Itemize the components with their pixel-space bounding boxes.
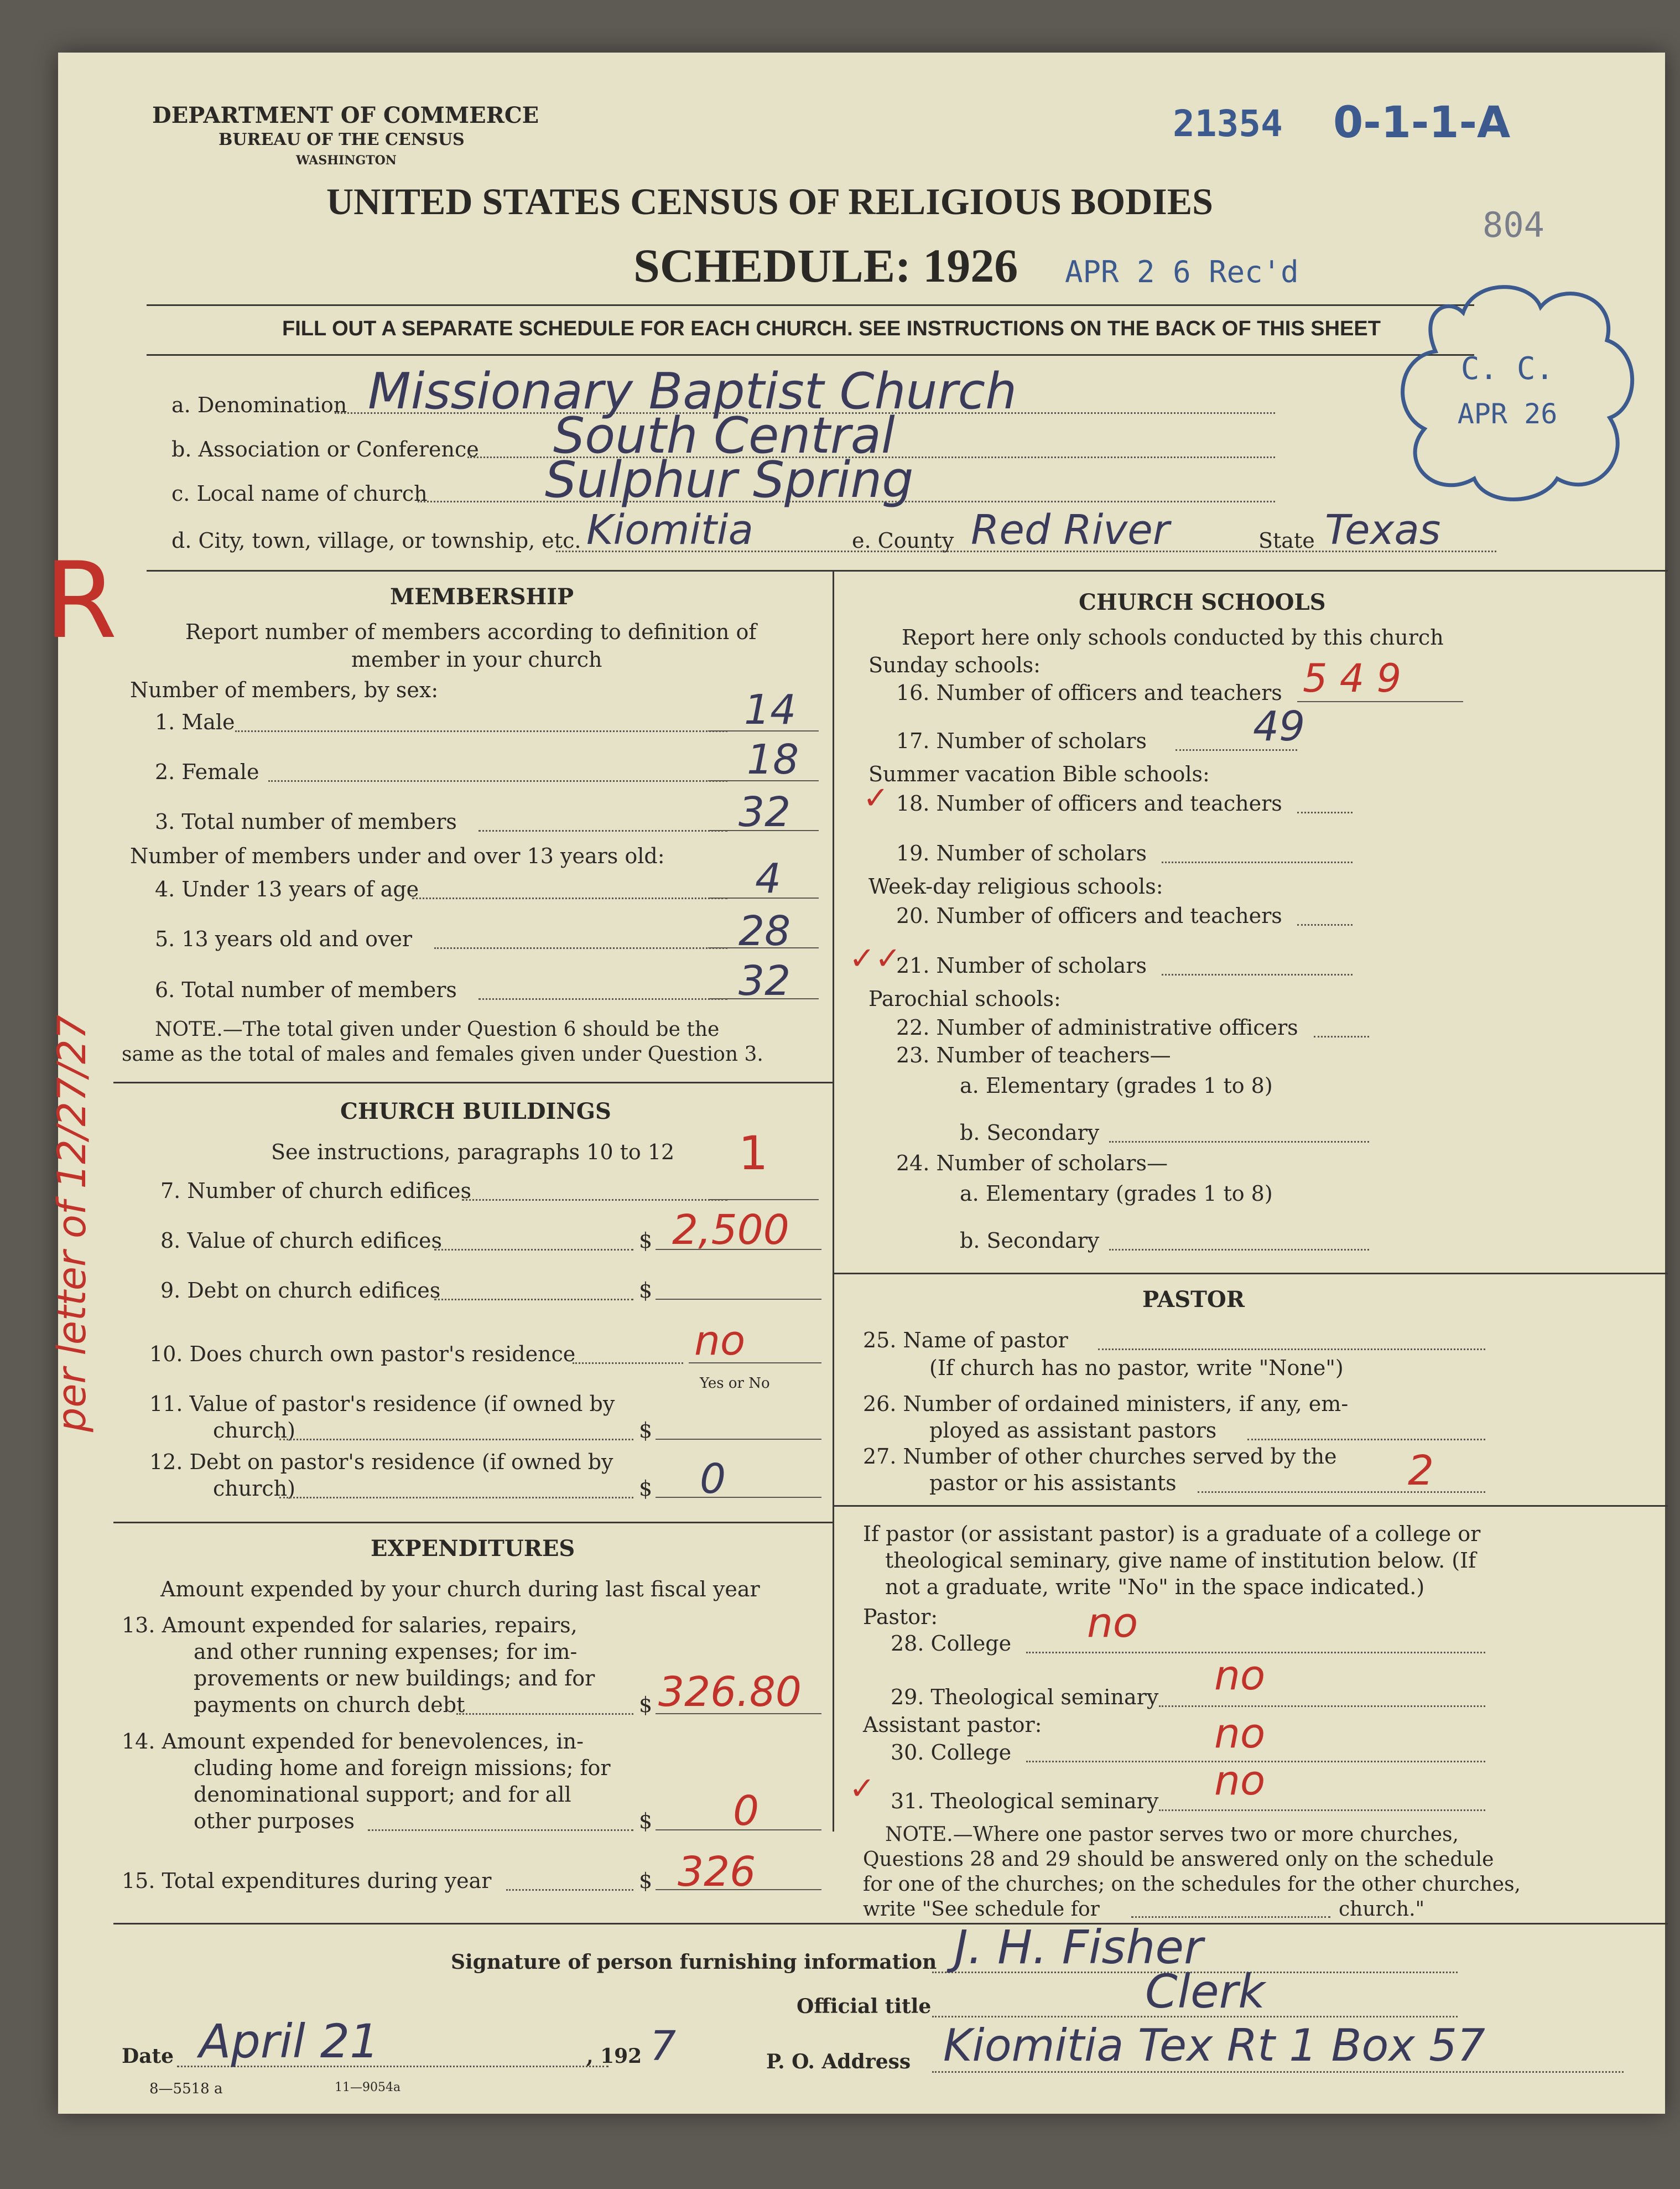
schools-sub: Report here only schools conducted by this church (902, 625, 1444, 650)
classification-code: 0-1-1-A (1333, 98, 1511, 148)
answer-line (434, 1299, 633, 1300)
pastor-note-4: write "See schedule for (863, 1898, 1100, 1921)
q5-label: 5. 13 years old and over (155, 927, 413, 951)
q7-answer: 1 (738, 1126, 768, 1180)
divider (147, 304, 1474, 306)
q30-answer: no (1214, 1710, 1266, 1757)
q24b-label: b. Secondary (960, 1228, 1100, 1253)
age-heading: Number of members under and over 13 years old: (130, 844, 665, 868)
q9-label: 9. Debt on church edifices (160, 1278, 441, 1303)
answer-line (1162, 974, 1353, 976)
answer-line (1098, 1348, 1485, 1350)
local-name-label: c. Local name of church (171, 481, 428, 506)
graduate-note-2: theological seminary, give name of institution below. (If (885, 1548, 1476, 1573)
q14-label-4: other purposes (194, 1809, 355, 1833)
city-value: Kiomitia (586, 506, 753, 554)
county-value: Red River (971, 506, 1170, 554)
local-name-value: Sulphur Spring (545, 451, 914, 509)
q27-answer: 2 (1408, 1447, 1434, 1495)
schools-title: CHURCH SCHOOLS (1079, 589, 1326, 615)
q30-label: 30. College (891, 1740, 1012, 1765)
secondary-code: 804 (1483, 205, 1544, 245)
answer-line (1109, 1249, 1369, 1251)
official-title-value: Clerk (1145, 1964, 1265, 2019)
q2-label: 2. Female (155, 760, 259, 784)
q15-dollar: $ (639, 1869, 653, 1893)
answer-line (1159, 1809, 1485, 1811)
assistant-sub-label: Assistant pastor: (863, 1713, 1042, 1737)
q31-answer: no (1214, 1757, 1266, 1804)
q4-label: 4. Under 13 years of age (155, 877, 419, 901)
q27-label-1: 27. Number of other churches served by the (863, 1444, 1337, 1469)
date-value: April 21 (199, 2014, 379, 2068)
answer-line (1247, 1439, 1485, 1440)
r-mark: R (44, 540, 118, 662)
answer-line (368, 1829, 633, 1831)
pastor-note-3: for one of the churches; on the schedules for the other churches, (863, 1873, 1521, 1896)
divider (147, 570, 1668, 572)
answer-line (656, 1497, 821, 1498)
answer-line (1131, 1916, 1330, 1918)
answer-line (412, 898, 727, 899)
answer-line (1198, 1491, 1485, 1493)
q19-label: 19. Number of scholars (896, 841, 1147, 865)
divider (833, 1273, 1668, 1274)
pastor-sub-label: Pastor: (863, 1605, 938, 1629)
q27-label-2: pastor or his assistants (929, 1471, 1177, 1495)
answer-line (1162, 862, 1353, 863)
q6-answer: 32 (738, 957, 791, 1005)
q17-answer: 49 (1253, 703, 1305, 750)
q15-label: 15. Total expenditures during year (122, 1869, 492, 1893)
answer-line (478, 998, 727, 1000)
pastor-title: PASTOR (1142, 1287, 1245, 1313)
q16-label: 16. Number of officers and teachers (896, 681, 1282, 705)
bureau-name: BUREAU OF THE CENSUS (219, 130, 465, 149)
sunday-heading: Sunday schools: (868, 653, 1041, 677)
q31-check: ✓ (849, 1771, 875, 1807)
q25-hint: (If church has no pastor, write "None") (929, 1356, 1344, 1380)
q4-answer: 4 (755, 855, 782, 902)
q18-check: ✓ (863, 780, 889, 816)
q12-label-2: church) (213, 1476, 295, 1501)
answer-line (1109, 1141, 1369, 1143)
answer-line (1297, 924, 1353, 926)
q1-answer: 14 (744, 686, 797, 734)
q3-answer: 32 (738, 789, 791, 836)
q13-dollar: $ (639, 1693, 653, 1717)
divider (113, 1522, 833, 1523)
by-sex-heading: Number of members, by sex: (130, 678, 439, 702)
q15-answer: 326 (678, 1848, 756, 1896)
county-label: e. County (852, 528, 954, 553)
year-value: 7 (650, 2022, 677, 2070)
q11-label-2: church) (213, 1418, 295, 1443)
q29-label: 29. Theological seminary (891, 1685, 1159, 1709)
q11-dollar: $ (639, 1418, 653, 1443)
po-address-label: P. O. Address (766, 2050, 911, 2073)
answer-line (656, 1299, 821, 1300)
answer-line (434, 947, 727, 949)
answer-line (478, 830, 727, 832)
city-label: d. City, town, village, or township, etc. (171, 528, 581, 553)
pastor-note-5: church." (1339, 1898, 1425, 1921)
membership-note-2: same as the total of males and females given under Question 3. (122, 1043, 763, 1066)
graduate-note-3: not a graduate, write "No" in the space indicated.) (885, 1575, 1425, 1599)
q1-label: 1. Male (155, 710, 235, 734)
q14-label-3: denominational support; and for all (194, 1782, 571, 1807)
signature-label: Signature of person furnishing information (451, 1951, 937, 1974)
year-prefix: , 192 (586, 2045, 642, 2068)
expenditures-title: EXPENDITURES (371, 1536, 575, 1562)
state-value: Texas (1325, 506, 1441, 554)
q23a-label: a. Elementary (grades 1 to 8) (960, 1073, 1273, 1098)
dept-name: DEPARTMENT OF COMMERCE (152, 102, 539, 128)
q26-label-2: ployed as assistant pastors (929, 1418, 1217, 1443)
q31-label: 31. Theological seminary (891, 1789, 1159, 1813)
signature-value: J. H. Fisher (954, 1920, 1203, 1974)
instruction-banner: FILL OUT A SEPARATE SCHEDULE FOR EACH CHURCH. SEE INSTRUCTIONS ON THE BACK OF THIS SHEET (282, 317, 1381, 340)
q12-dollar: $ (639, 1476, 653, 1501)
membership-intro-2: member in your church (351, 647, 602, 672)
answer-line (932, 2071, 1624, 2073)
q24a-label: a. Elementary (grades 1 to 8) (960, 1181, 1273, 1206)
form-title: UNITED STATES CENSUS OF RELIGIOUS BODIES (326, 180, 1213, 222)
q18-label: 18. Number of officers and teachers (896, 791, 1282, 816)
divider (113, 1923, 1668, 1925)
q24-label: 24. Number of scholars— (896, 1151, 1168, 1175)
side-note: per letter of 12/27/27 (49, 1014, 95, 1433)
membership-title: MEMBERSHIP (390, 584, 574, 610)
q14-label-2: cluding home and foreign missions; for (194, 1756, 611, 1780)
answer-line (462, 1199, 727, 1201)
association-value: South Central (553, 407, 895, 465)
received-stamp: APR 2 6 Rec'd (1065, 255, 1299, 289)
q5-answer: 28 (738, 907, 791, 955)
denomination-label: a. Denomination (171, 393, 347, 417)
official-title-label: Official title (797, 1995, 932, 2018)
q28-answer: no (1087, 1599, 1138, 1647)
form-code-1: 8—5518 a (149, 2081, 223, 2097)
q13-answer: 326.80 (658, 1668, 802, 1716)
answer-line (506, 1889, 633, 1891)
q21-label: 21. Number of scholars (896, 953, 1147, 978)
q7-label: 7. Number of church edifices (160, 1179, 471, 1203)
pastor-note-1: NOTE.—Where one pastor serves two or more churches, (885, 1823, 1459, 1846)
answer-line (708, 1199, 819, 1200)
answer-line (1314, 1036, 1369, 1038)
census-schedule-sheet (44, 53, 1665, 2114)
cc-received-stamp (1397, 279, 1640, 506)
graduate-note-1: If pastor (or assistant pastor) is a graduate of a college or (863, 1522, 1481, 1546)
divider (833, 1505, 1668, 1507)
bureau-city: WASHINGTON (296, 153, 397, 168)
date-label: Date (122, 2045, 174, 2068)
q14-label-1: 14. Amount expended for benevolences, in- (122, 1729, 584, 1754)
answer-line (556, 551, 1496, 552)
q8-dollar: $ (639, 1228, 653, 1253)
q16-answer: 5 4 9 (1303, 656, 1402, 701)
answer-line (434, 1249, 633, 1251)
q26-label-1: 26. Number of ordained ministers, if any, em- (863, 1392, 1349, 1416)
q9-dollar: $ (639, 1278, 653, 1303)
summer-heading: Summer vacation Bible schools: (868, 762, 1210, 786)
q23-label: 23. Number of teachers— (896, 1043, 1171, 1067)
answer-line (279, 1439, 633, 1440)
answer-line (235, 730, 727, 732)
answer-line (1159, 1705, 1485, 1707)
q14-answer: 0 (733, 1787, 760, 1835)
answer-line (656, 1439, 821, 1440)
divider (147, 354, 1474, 356)
schedule-year: SCHEDULE: 1926 (633, 239, 1018, 292)
divider (113, 1082, 833, 1083)
q6-label: 6. Total number of members (155, 978, 457, 1002)
answer-line (268, 780, 727, 782)
form-number: 21354 (1173, 102, 1283, 145)
expenditures-sub: Amount expended by your church during last fiscal year (160, 1577, 760, 1601)
stamp-cc: C. C. (1460, 351, 1554, 387)
q17-label: 17. Number of scholars (896, 729, 1147, 753)
parochial-heading: Parochial schools: (868, 987, 1061, 1011)
answer-line (1297, 701, 1463, 702)
answer-line (1297, 812, 1353, 813)
q3-label: 3. Total number of members (155, 810, 457, 834)
buildings-title: CHURCH BUILDINGS (340, 1098, 611, 1124)
buildings-sub: See instructions, paragraphs 10 to 12 (271, 1140, 675, 1164)
pastor-note-2: Questions 28 and 29 should be answered only on the schedule (863, 1848, 1494, 1871)
association-label: b. Association or Conference (171, 437, 479, 461)
q13-label-3: provements or new buildings; and for (194, 1666, 595, 1690)
denomination-value: Missionary Baptist Church (368, 362, 1017, 421)
q14-dollar: $ (639, 1809, 653, 1833)
q10-answer: no (694, 1317, 746, 1365)
q13-label-4: payments on church debt (194, 1693, 465, 1717)
q23b-label: b. Secondary (960, 1121, 1100, 1145)
q21-check: ✓✓ (849, 941, 901, 977)
yes-no-hint: Yes or No (700, 1375, 770, 1392)
q8-label: 8. Value of church edifices (160, 1228, 442, 1253)
column-divider (833, 570, 834, 1832)
q10-label: 10. Does church own pastor's residence (149, 1342, 576, 1366)
q8-answer: 2,500 (672, 1206, 789, 1254)
q12-answer: 0 (700, 1455, 726, 1503)
q13-label-2: and other running expenses; for im- (194, 1640, 578, 1664)
stamp-date: APR 26 (1457, 398, 1558, 430)
weekday-heading: Week-day religious schools: (868, 874, 1163, 899)
q20-label: 20. Number of officers and teachers (896, 904, 1282, 928)
membership-intro-1: Report number of members according to definition of (185, 620, 757, 644)
state-label: State (1258, 528, 1315, 553)
answer-line (279, 1497, 633, 1498)
q25-label: 25. Name of pastor (863, 1328, 1068, 1352)
q22-label: 22. Number of administrative officers (896, 1015, 1298, 1040)
q13-label-1: 13. Amount expended for salaries, repairs, (122, 1613, 578, 1637)
q12-label-1: 12. Debt on pastor's residence (if owned by (149, 1450, 613, 1474)
q28-label: 28. College (891, 1631, 1012, 1656)
answer-line (456, 1713, 633, 1715)
q29-answer: no (1214, 1652, 1266, 1699)
q11-label-1: 11. Value of pastor's residence (if owned by (149, 1392, 615, 1416)
q2-answer: 18 (747, 736, 799, 784)
form-code-2: 11—9054a (335, 2081, 401, 2094)
membership-note-1: NOTE.—The total given under Question 6 should be the (155, 1018, 720, 1041)
po-address-value: Kiomitia Tex Rt 1 Box 57 (943, 2020, 1485, 2071)
answer-line (573, 1362, 683, 1364)
